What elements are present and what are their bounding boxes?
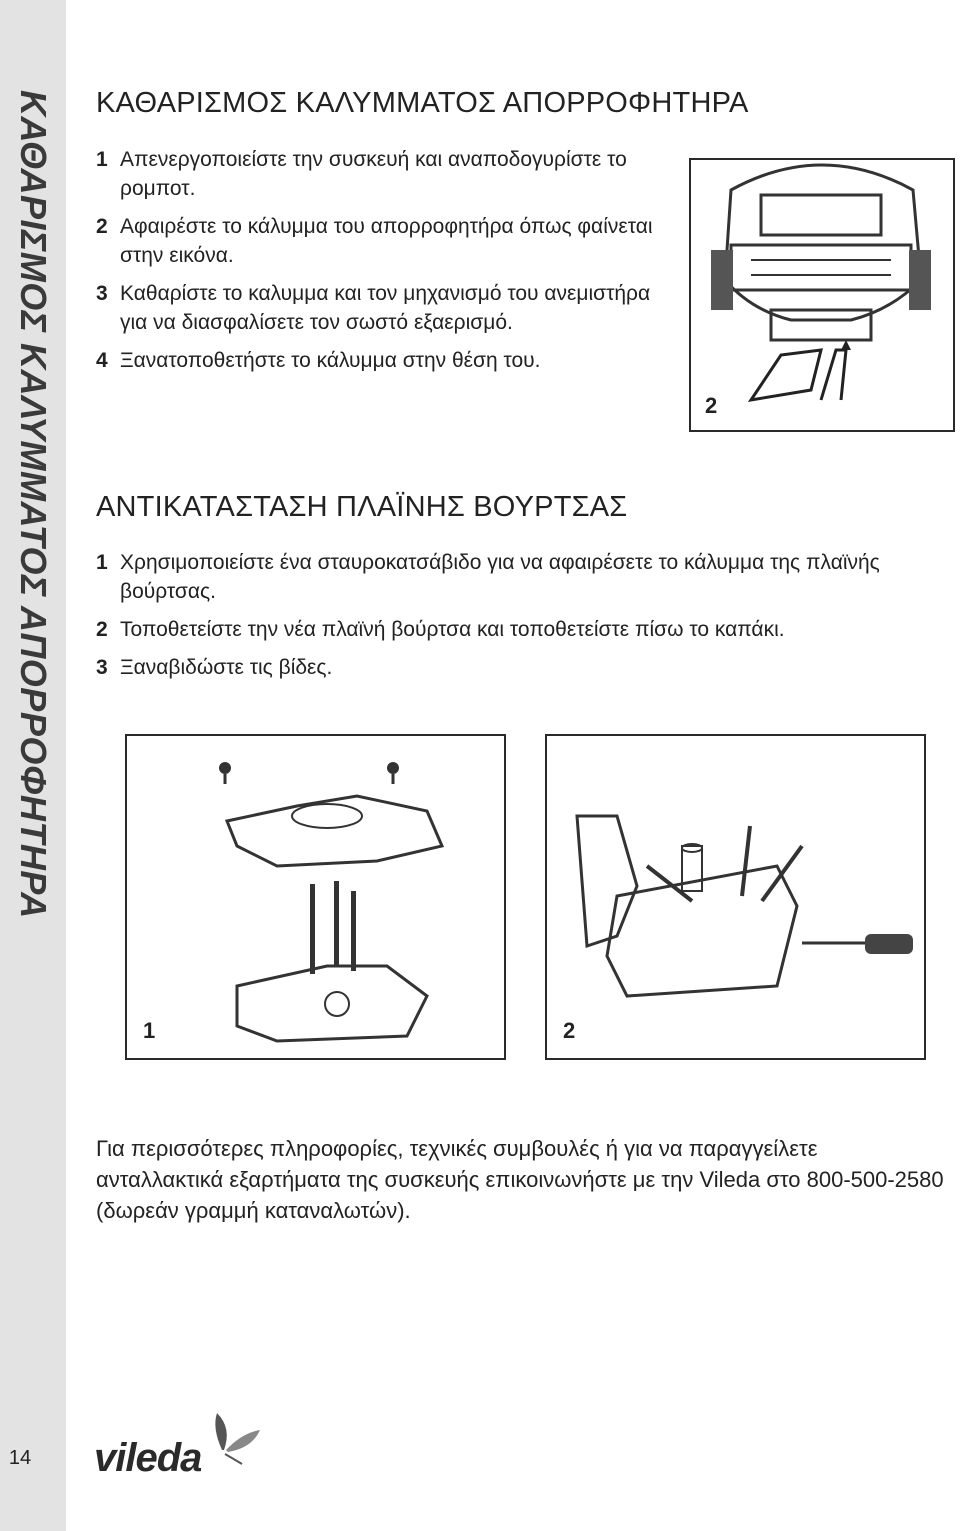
page-number: 14 xyxy=(8,1447,32,1469)
section-title-side-brush: ΑΝΤΙΚΑΤΑΣΤΑΣΗ ΠΛΑΪΝΗΣ ΒΟΥΡΤΣΑΣ xyxy=(96,491,628,523)
step-text: Αφαιρέστε το κάλυμμα του απορροφητήρα όπως φαίνεται στην εικόνα. xyxy=(120,215,653,267)
figure-label: 1 xyxy=(143,1018,156,1043)
step-number: 4 xyxy=(96,349,108,372)
robot-underside-illustration xyxy=(691,160,953,430)
step-number: 1 xyxy=(96,551,108,574)
side-brush-steps xyxy=(96,548,936,691)
step-text: Ξαναβιδώστε τις βίδες. xyxy=(120,656,333,679)
figure-brush-screwdriver xyxy=(545,734,926,1060)
step-item xyxy=(96,279,656,337)
step-item xyxy=(96,615,936,644)
vileda-logo xyxy=(92,1408,272,1478)
step-item xyxy=(96,653,936,682)
figure-label: 2 xyxy=(563,1018,576,1043)
step-item xyxy=(96,346,656,375)
step-text: Τοποθετείστε την νέα πλαϊνή βούρτσα και τοποθετείστε πίσω το καπάκι. xyxy=(120,618,785,641)
sidebar xyxy=(0,0,66,1531)
logo-wordmark: vileda xyxy=(94,1436,202,1480)
step-item xyxy=(96,212,656,270)
step-text: Χρησιμοποιείστε ένα σταυροκατσάβιδο για να αφαιρέσετε το κάλυμμα της πλαϊνής βούρτσας. xyxy=(120,551,880,603)
step-number: 3 xyxy=(96,656,108,679)
figure-brush-exploded xyxy=(125,734,506,1060)
step-number: 3 xyxy=(96,282,108,305)
section-title-filter-cover: ΚΑΘΑΡΙΣΜΟΣ ΚΑΛΥΜΜΑΤΟΣ ΑΠΟΡΡΟΦΗΤΗΡΑ xyxy=(96,87,749,119)
step-text: Ξανατοποθετήστε το κάλυμμα στην θέση του. xyxy=(120,349,541,372)
sidebar-title: ΚΑΘΑΡΙΣΜΟΣ ΚΑΛΥΜΜΑΤΟΣ ΑΠΟΡΡΟΦΗΤΗΡΑ xyxy=(13,90,54,919)
figure-label: 2 xyxy=(705,393,718,418)
brush-exploded-illustration xyxy=(127,736,504,1058)
brush-screwdriver-illustration xyxy=(547,736,924,1058)
filter-cover-steps xyxy=(96,145,656,384)
step-number: 2 xyxy=(96,618,108,641)
step-text: Απενεργοποιείστε την συσκευή και αναποδογυρίστε το ρομποτ. xyxy=(120,148,627,200)
footer-contact-text: Για περισσότερες πληροφορίες, τεχνικές συμβουλές ή για να παραγγείλετε ανταλλακτικά εξαρτήματα της συσκευής επικοινωνήστε με την Vileda στο 800-500-2580 (δωρεάν γραμμή καταναλωτών). xyxy=(96,1136,944,1223)
step-item xyxy=(96,145,656,203)
step-text: Καθαρίστε το καλυμμα και τον μηχανισμό του ανεμιστήρα για να διασφαλίσετε τον σωστό εξαερισμό. xyxy=(120,282,651,334)
step-number: 2 xyxy=(96,215,108,238)
figure-robot-underside xyxy=(689,158,955,432)
step-item xyxy=(96,548,936,606)
step-number: 1 xyxy=(96,148,108,171)
